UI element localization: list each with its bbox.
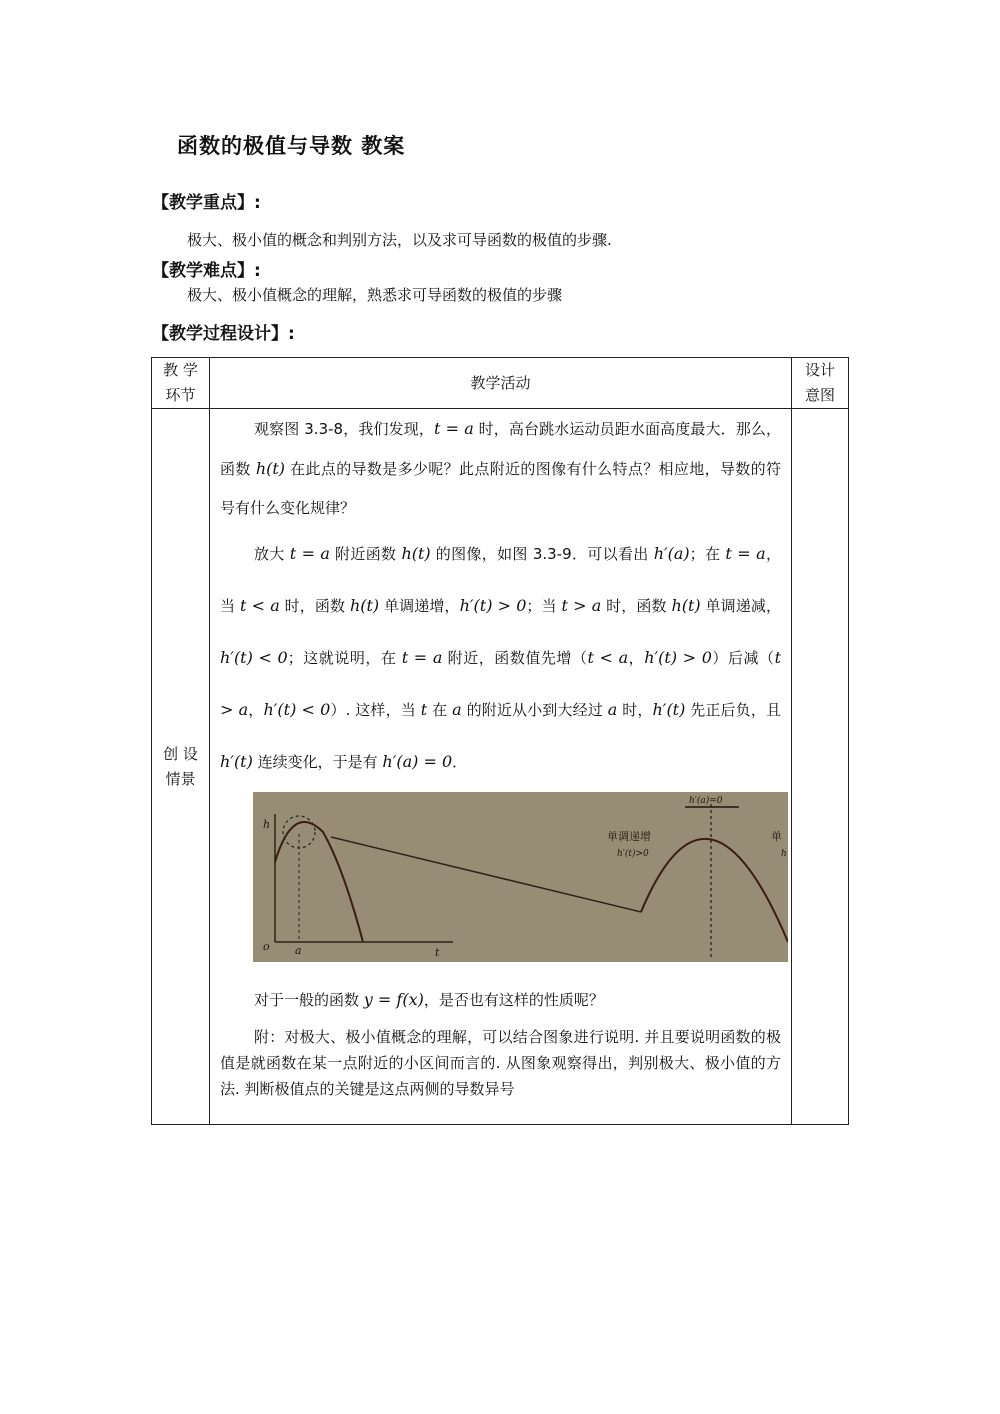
text-span: ， (248, 701, 264, 719)
figure-tone (253, 792, 788, 962)
text-span: ， (628, 649, 645, 667)
text-span: 时，函数 (601, 597, 672, 615)
text-span: ，当 (220, 545, 781, 615)
focus-text: 极大、极小值的概念和判别方法，以及求可导函数的极值的步骤. (187, 231, 612, 249)
header-intent-text: 设计 意图 (804, 361, 835, 404)
difficulty-text: 极大、极小值概念的理解，熟悉求可导函数的极值的步骤 (187, 286, 563, 304)
process-heading: 【教学过程设计】: (152, 324, 295, 344)
math: h′(t) < 0 (263, 700, 331, 719)
math: t < a (239, 596, 280, 615)
left-h-label: h (263, 818, 271, 831)
math: t > a (220, 648, 782, 719)
text-span: 单调递增， (379, 597, 460, 615)
left-o-label: o (263, 940, 270, 953)
math: h′(t) > 0 (459, 596, 527, 615)
paragraph-note: 附：对极大、极小值概念的理解，可以结合图象进行说明. 并且要说明函数的极值是就函数在某一点附近的小区间而言的. 从图象观察得出，判别极大、极小值的方法. 判断极值点的关键是这点两侧的导数异号 (220, 1028, 781, 1098)
header-stage-text: 教 学 环节 (163, 361, 198, 404)
math: h′(t) < 0 (220, 648, 288, 667)
math: h′(t) (220, 752, 253, 771)
page-title: 函数的极值与导数 教案 (177, 134, 406, 158)
text-span: ）. 这样，当 (330, 701, 421, 719)
math: h(t) (401, 544, 431, 563)
text-span: 附近，函数值先增（ (442, 649, 588, 667)
text-span: 的附近从小到大经过 (461, 701, 608, 719)
header-intent (792, 358, 849, 409)
text-span: ）后减（ (711, 649, 775, 667)
math: h′(a) (653, 544, 690, 563)
math: h(t) (671, 596, 701, 615)
text-span: 连续变化，于是有 (252, 753, 383, 771)
stage-label: 创 设 情景 (163, 744, 198, 788)
decreasing-label-partial: 单 (771, 830, 782, 843)
left-t-label: t (435, 946, 440, 959)
text-span: ；在 (689, 545, 726, 563)
header-activity (210, 358, 792, 409)
table-header-row (152, 358, 849, 409)
math: t = a (725, 544, 766, 563)
math: h(t) (255, 459, 286, 478)
text-span: 对于一般的函数 (254, 991, 364, 1009)
math: t < a (587, 648, 629, 667)
text-span: ． (452, 753, 468, 771)
peak-label: h′(a)=0 (689, 796, 723, 806)
text-span: 时，函数 (279, 597, 350, 615)
left-a-label: a (295, 944, 302, 957)
focus-heading: 【教学重点】: (152, 193, 261, 213)
lesson-table (151, 357, 849, 1125)
decreasing-condition-partial: h (781, 849, 787, 859)
text-span: 时， (617, 701, 653, 719)
stage-label-cell (152, 409, 210, 1125)
text-span: 观察图 3.3-8，我们发现， (254, 420, 434, 438)
difficulty-heading: 【教学难点】: (152, 261, 261, 281)
text-span: 在此点的导数是多少呢？此点附近的图像有什么特点？相应地，导数的符号有什么变化规律？ (220, 460, 781, 517)
math: t = a (289, 544, 330, 563)
text-span: 放大 (254, 545, 290, 563)
math: h′(t) > 0 (644, 648, 712, 667)
text-span: 先正后负，且 (685, 701, 781, 719)
header-stage (152, 358, 210, 409)
header-activity-text: 教学活动 (470, 373, 531, 392)
text-span: 的图像，如图 3.3-9．可以看出 (430, 545, 654, 563)
math: t = a (401, 648, 443, 667)
increasing-condition: h′(t)>0 (617, 849, 649, 859)
math: h′(t) (652, 700, 686, 719)
table-row (152, 409, 849, 1125)
text-span: 在 (427, 701, 453, 719)
text-span: 附近函数 (329, 545, 402, 563)
math: t (420, 700, 428, 719)
math: a (607, 700, 618, 719)
text-span: 单调递减， (700, 597, 781, 615)
text-span: ；当 (526, 597, 562, 615)
diving-height-figure (253, 792, 788, 962)
math: a (452, 700, 462, 719)
activity-cell (210, 409, 792, 1125)
math: h(t) (349, 596, 380, 615)
paragraph-question (220, 980, 781, 1020)
paragraph-observe (220, 409, 781, 528)
math: t > a (561, 596, 602, 615)
text-span: ，是否也有这样的性质呢？ (423, 991, 604, 1009)
text-span: 时，高台跳水运动员距水面高度最大．那么，函数 (220, 420, 781, 478)
math: t = a (433, 419, 474, 438)
increasing-label: 单调递增 (607, 830, 651, 843)
paragraph-analysis (220, 528, 781, 788)
text-span: ；这就说明，在 (287, 649, 402, 667)
math: h′(a) = 0 (382, 752, 453, 771)
intent-cell (792, 409, 849, 1125)
math: y = f(x) (363, 990, 424, 1009)
